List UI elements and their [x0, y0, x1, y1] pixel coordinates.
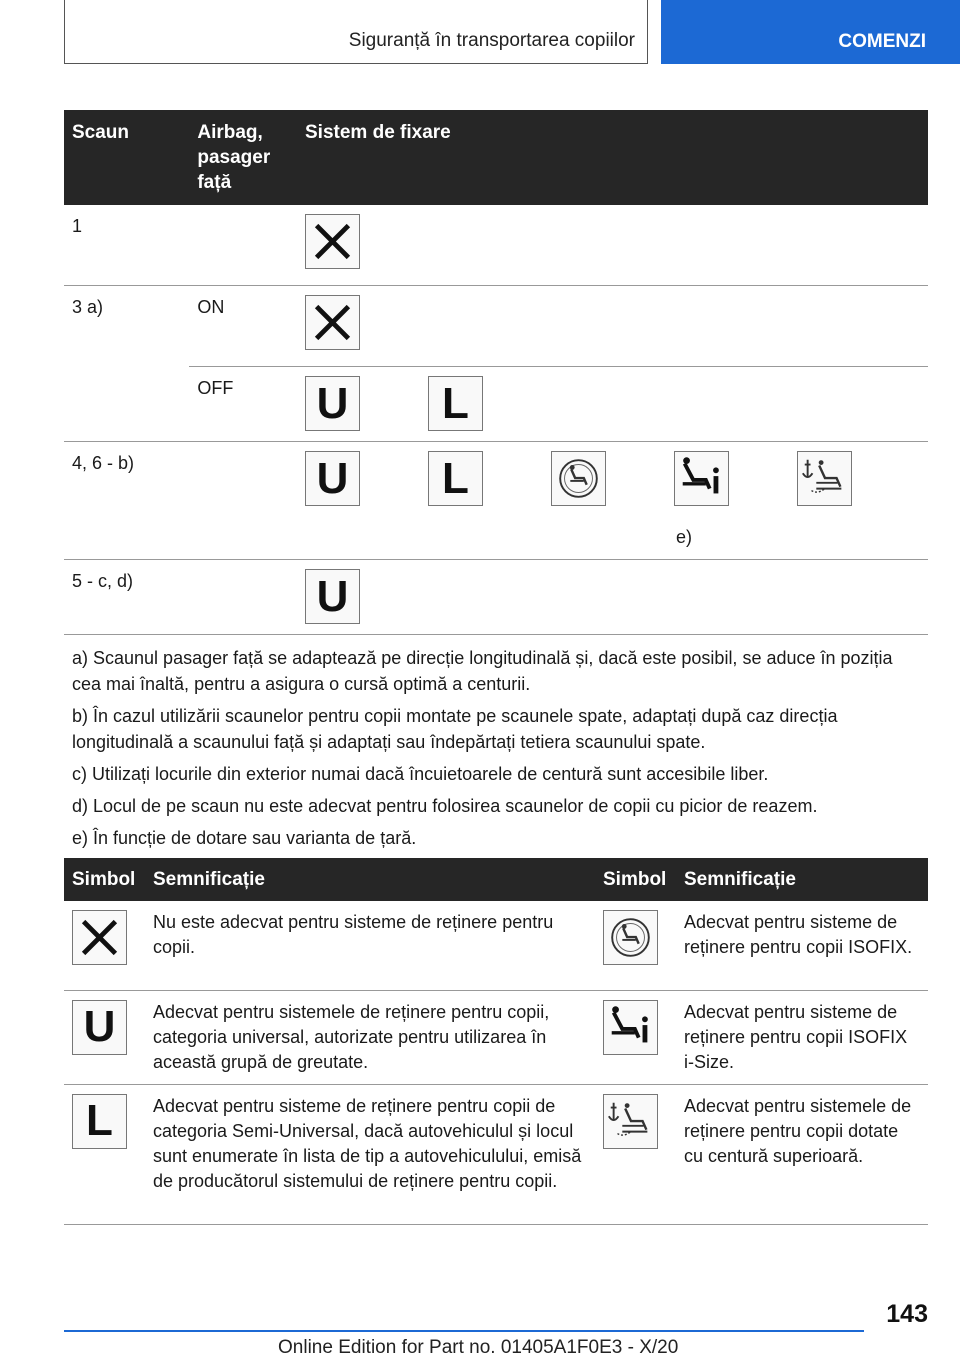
airbag-label — [189, 205, 297, 286]
footer-edition: Online Edition for Part no. 01405A1F0E3 - X/20 — [278, 1337, 679, 1358]
table-row — [64, 1084, 928, 1224]
col-header-meaning: Semnificație — [145, 858, 595, 901]
airbag-label — [189, 442, 297, 560]
meaning-text: Adecvat pentru sisteme de reținere pentru copii ISOFIX i-Size. — [676, 990, 928, 1084]
seat-label: 4, 6 - b) — [64, 442, 189, 560]
footnotes-row — [64, 635, 928, 862]
table-row — [64, 442, 928, 560]
seat-label: 5 - c, d) — [64, 560, 189, 635]
section-title: Siguranță în transportarea copiilor — [348, 30, 635, 51]
not-suitable-icon — [305, 295, 360, 350]
universal-u-icon: U — [72, 1000, 127, 1055]
footnote-a: a) Scaunul pasager față se adaptează pe direcție longitudinală și, dacă este posibil, se aduce în poziția cea mai înaltă, pentru a asigura o cursă optimă a centurii. — [72, 648, 893, 694]
table-row — [64, 286, 928, 367]
footer-divider — [64, 1330, 864, 1332]
header-box — [64, 0, 648, 64]
semi-universal-l-icon: L — [428, 376, 483, 431]
semi-universal-l-icon: L — [72, 1094, 127, 1149]
page-number: 143 — [886, 1300, 928, 1328]
universal-u-icon: U — [305, 569, 360, 624]
col-header-meaning-2: Semnificație — [676, 858, 928, 901]
universal-u-icon: U — [305, 451, 360, 506]
meaning-text: Adecvat pentru sisteme de reținere pentru copii de categoria Semi-Universal, dacă autovehiculul și locul sunt enumerate în lista de tip a autovehiculului, emisă de producătorul sistemului de reținere pentru copii. — [145, 1084, 595, 1224]
seat-fixing-table — [64, 110, 928, 862]
tab-comenzi[interactable]: COMENZI — [661, 0, 960, 64]
col-header-seat: Scaun — [64, 110, 189, 205]
isofix-isize-icon — [674, 451, 729, 506]
meaning-text: Nu este adecvat pentru sisteme de reținere pentru copii. — [145, 901, 595, 990]
footnote-e: e) În funcție de dotare sau varianta de țară. — [72, 828, 417, 848]
isofix-isize-icon — [603, 1000, 658, 1055]
meaning-text: Adecvat pentru sisteme de reținere pentru copii ISOFIX. — [676, 901, 928, 990]
meaning-text: Adecvat pentru sistemele de reținere pentru copii dotate cu centură superioară. — [676, 1084, 928, 1224]
table-row — [64, 205, 928, 286]
table-row — [64, 560, 928, 635]
universal-u-icon: U — [305, 376, 360, 431]
top-tether-icon — [797, 451, 852, 506]
footnote-c: c) Utilizați locurile din exterior numai dacă încuietoarele de centură sunt accesibile liber. — [72, 764, 769, 784]
seat-label: 3 a) — [64, 286, 189, 442]
footnote-e-marker: e) — [676, 527, 693, 547]
col-header-airbag: Airbag, pasager față — [189, 110, 297, 205]
col-header-symbol-2: Simbol — [595, 858, 676, 901]
table-row — [64, 367, 928, 442]
col-header-fixing: Sistem de fixare — [297, 110, 928, 205]
airbag-label: OFF — [189, 367, 297, 442]
top-tether-icon — [603, 1094, 658, 1149]
footnote-b: b) În cazul utilizării scaunelor pentru copii montate pe scaunele spate, adaptați după caz direcția longitudinală a scaunului față și adaptați sau îndepărtați tetiera scaunului spate. — [72, 706, 838, 752]
not-suitable-icon — [305, 214, 360, 269]
airbag-label: ON — [189, 286, 297, 367]
isofix-icon — [551, 451, 606, 506]
table-row — [64, 901, 928, 990]
semi-universal-l-icon: L — [428, 451, 483, 506]
meaning-text: Adecvat pentru sistemele de reținere pentru copii, categoria universal, autorizate pentru utilizarea în această grupă de greutate. — [145, 990, 595, 1084]
footnote-d: d) Locul de pe scaun nu este adecvat pentru folosirea scaunelor de copii cu picior de reazem. — [72, 796, 818, 816]
airbag-label — [189, 560, 297, 635]
isofix-icon — [603, 910, 658, 965]
symbol-legend-table — [64, 858, 928, 1225]
table-row — [64, 990, 928, 1084]
seat-label: 1 — [64, 205, 189, 286]
not-suitable-icon — [72, 910, 127, 965]
col-header-symbol: Simbol — [64, 858, 145, 901]
